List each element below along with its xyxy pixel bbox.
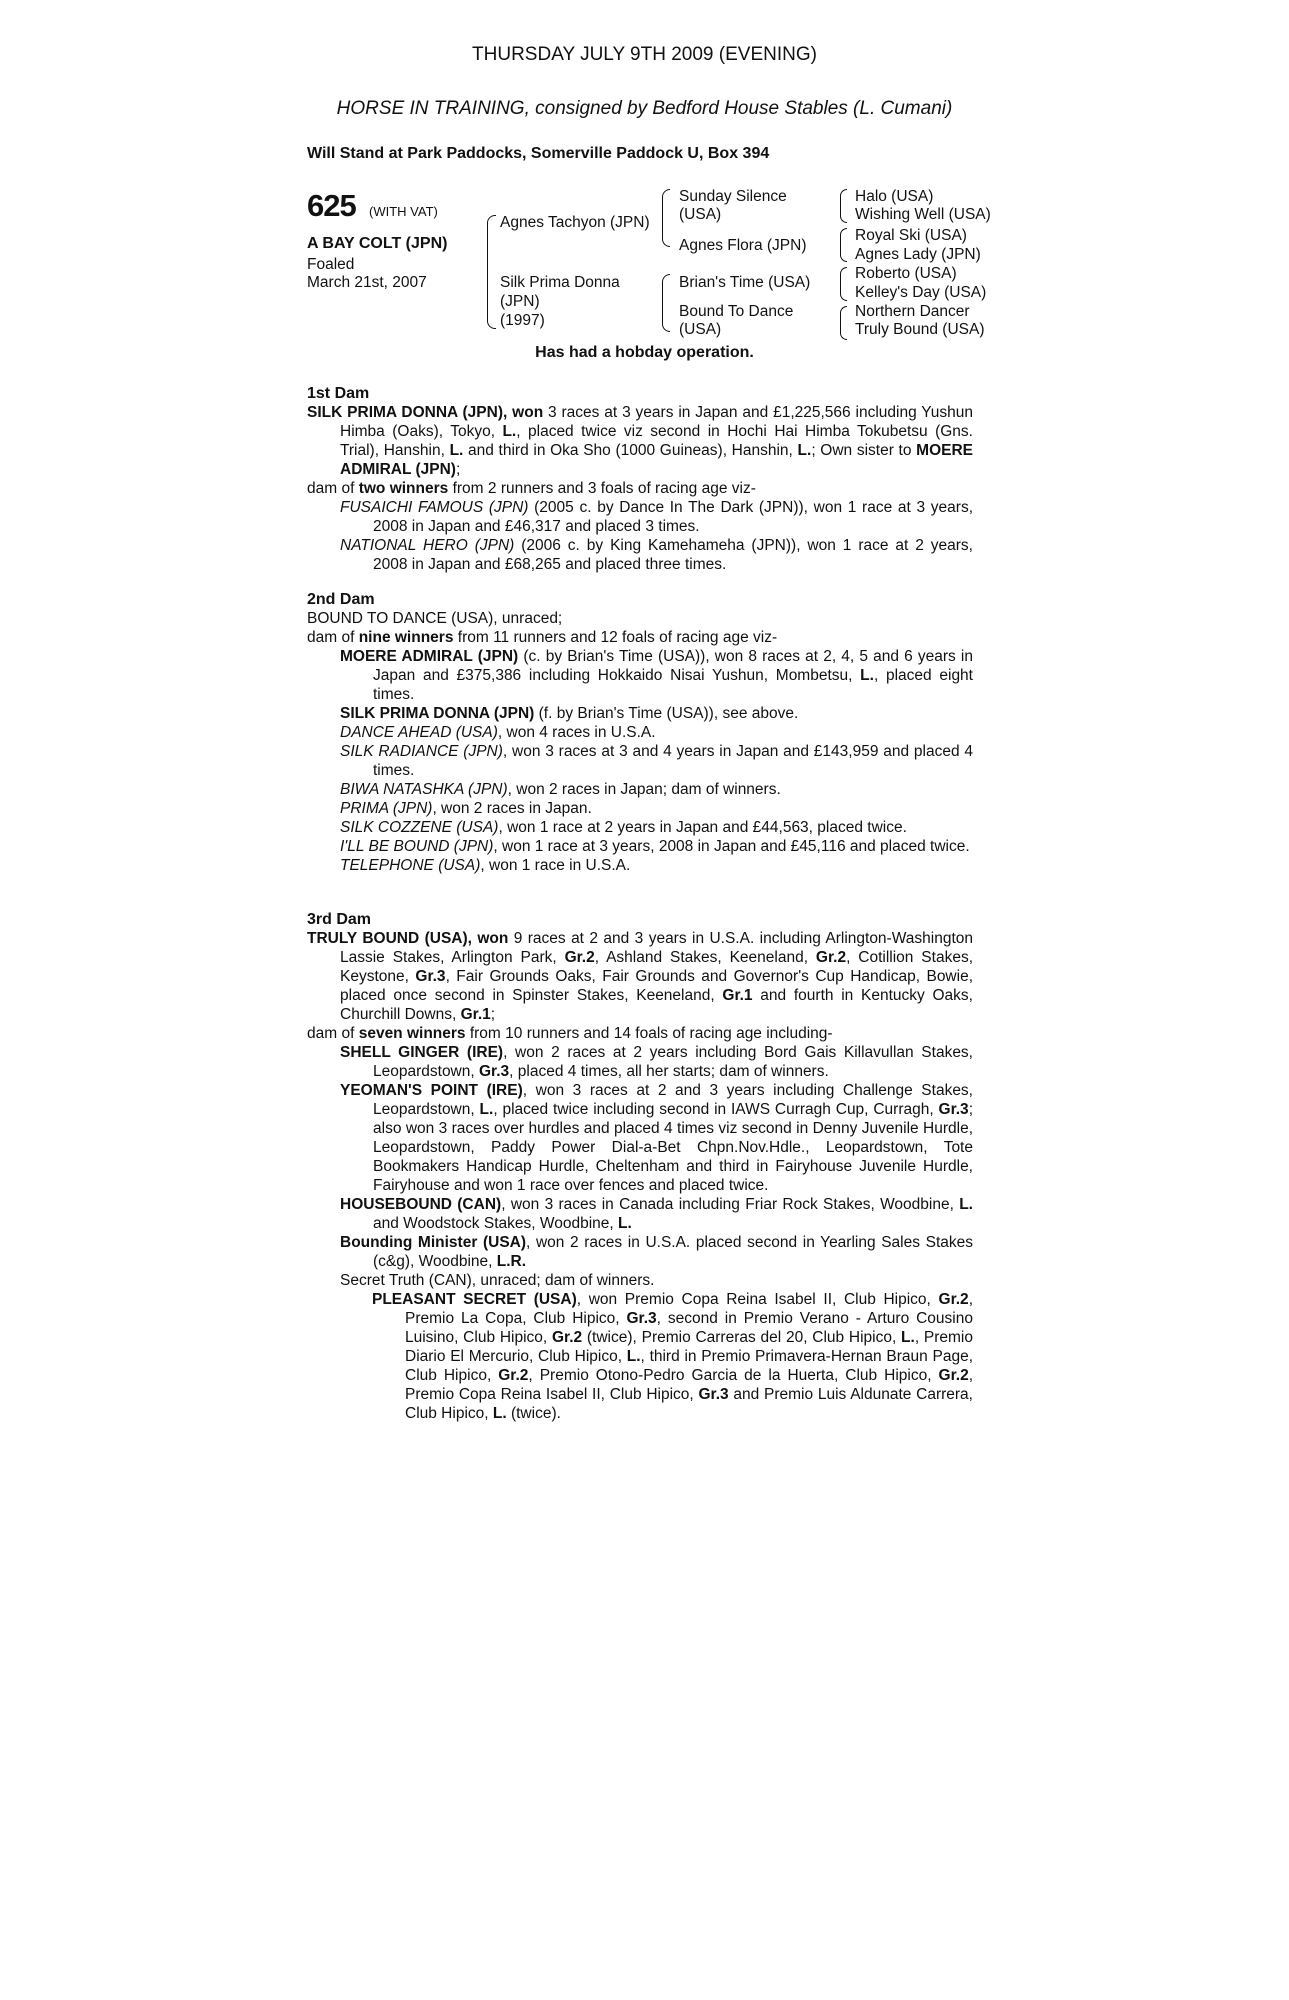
produce-text: , won 3 races in Canada including Friar Rock Stakes, Woodbine, [501, 1196, 960, 1213]
produce-name: MOERE ADMIRAL (JPN) [340, 648, 519, 665]
second-dam-section [307, 590, 973, 875]
first-dam-sister: MOERE ADMIRAL (JPN) [340, 442, 973, 478]
produce-text: (c. by Brian's Time (USA)), won 8 races at 2, 4, 5 and 6 years in Japan and £375,386 including Hokkaido Nisai Yushun, Mombetsu, [373, 648, 973, 684]
produce-entry [307, 837, 973, 856]
second-dam-record: BOUND TO DANCE (USA), unraced; [307, 610, 563, 627]
listed-mark: L. [479, 1101, 494, 1118]
produce-entry [307, 799, 973, 818]
produce-text: (twice). [506, 1405, 561, 1422]
pedigree-brace-g4 [840, 306, 847, 340]
group-mark: Gr.2 [498, 1367, 529, 1384]
produce-text: , Premio Diario El Mercurio, Club Hipico, [405, 1329, 973, 1365]
pedigree-gg6: Kelley's Day (USA) [855, 284, 987, 301]
listed-mark: L. [626, 1348, 641, 1365]
produce-text: (f. by Brian's Time (USA)), see above. [534, 705, 799, 722]
group-mark: Gr.2 [564, 949, 595, 966]
produce-name: YEOMAN'S POINT (IRE) [340, 1082, 523, 1099]
produce-text: , won 2 races in U.S.A. placed second in Yearling Sales Stakes (c&g), Woodbine, [373, 1234, 973, 1270]
group-mark: Gr.2 [938, 1291, 969, 1308]
produce-entry [307, 1290, 973, 1423]
first-dam-record [307, 403, 973, 479]
produce-text: , won 2 races in Japan; dam of winners. [507, 781, 781, 798]
produce-name: SHELL GINGER (IRE) [340, 1044, 504, 1061]
produce-entry [307, 704, 973, 723]
produce-entry [307, 1233, 973, 1271]
pedigree-brace-g2 [840, 228, 847, 262]
listed-mark: L. [449, 442, 464, 459]
produce-entry: Secret Truth (CAN), unraced; dam of winners. [340, 1272, 655, 1289]
third-dam-text: and fourth in Kentucky Oaks, Churchill Downs, [340, 987, 973, 1023]
third-dam-won: , won [467, 930, 509, 947]
produce-text: from 11 runners and 12 foals of racing age viz- [453, 629, 778, 646]
produce-text: , won 4 races in U.S.A. [497, 724, 656, 741]
produce-name: Bounding Minister (USA) [340, 1234, 527, 1251]
produce-text: and Premio Luis Aldunate Carrera, Club Hipico, [405, 1386, 973, 1422]
pedigree-brace-g3 [840, 267, 847, 301]
listed-mark: L.R. [496, 1253, 527, 1270]
third-dam-record [307, 929, 973, 1024]
produce-name: HOUSEBOUND (CAN) [340, 1196, 502, 1213]
group-mark: Gr.2 [551, 1329, 583, 1346]
produce-text: (twice), Premio Carreras del 20, Club Hipico, [582, 1329, 902, 1346]
pedigree-dam-year: (1997) [500, 312, 545, 329]
produce-text: , won 1 race in U.S.A. [480, 857, 631, 874]
produce-text: (2005 c. by Dance In The Dark (JPN)), won 1 race at 3 years, 2008 in Japan and £46,317 and placed 3 times. [373, 499, 973, 535]
winners-count: seven winners [358, 1025, 466, 1042]
produce-text: and Woodstock Stakes, Woodbine, [373, 1215, 618, 1232]
first-dam-text-e: ; [455, 461, 461, 478]
produce-entry [307, 723, 973, 742]
produce-text: dam of [307, 629, 359, 646]
produce-entry [307, 536, 973, 574]
sale-date: THURSDAY JULY 9TH 2009 (EVENING) [472, 44, 817, 65]
produce-text: (2006 c. by King Kamehameha (JPN)), won 1 race at 2 years, 2008 in Japan and £68,265 and placed three times. [373, 537, 973, 573]
listed-mark: L. [901, 1329, 915, 1346]
pedigree-gg5: Roberto (USA) [855, 265, 957, 282]
produce-entry [307, 856, 973, 875]
pedigree-gg3: Royal Ski (USA) [855, 227, 967, 244]
third-dam-text: , Ashland Stakes, Keeneland, [594, 949, 816, 966]
pedigree-brace-g1 [840, 189, 847, 223]
produce-name: PLEASANT SECRET (USA) [372, 1291, 577, 1308]
produce-name: SILK RADIANCE (JPN) [340, 743, 503, 760]
produce-text: , won 1 race at 2 years in Japan and £44,563, placed twice. [498, 819, 907, 836]
produce-name: PRIMA (JPN) [340, 800, 433, 817]
pedigree-gg7: Northern Dancer [855, 303, 970, 320]
winners-count: nine winners [358, 629, 454, 646]
produce-entry [307, 1043, 973, 1081]
listed-mark: L. [860, 667, 874, 684]
lot-number: 625 [307, 188, 356, 223]
group-mark: Gr.1 [722, 987, 753, 1004]
pedigree-sire-sire-country: (USA) [679, 206, 722, 223]
produce-name: NATIONAL HERO (JPN) [340, 537, 515, 554]
consignment-line: HORSE IN TRAINING, consigned by Bedford House Stables (L. Cumani) [336, 98, 953, 119]
produce-text: from 10 runners and 14 foals of racing age including- [465, 1025, 833, 1042]
pedigree-sire-dam: Agnes Flora (JPN) [679, 237, 807, 254]
produce-text: , third in Premio Primavera-Hernan Braun Page, Club Hipico, [405, 1348, 973, 1384]
foaled-label: Foaled [307, 256, 355, 273]
foaled-date: March 21st, 2007 [307, 274, 427, 291]
hobday-note: Has had a hobday operation. [535, 344, 754, 361]
produce-text: , second in Premio Verano - Arturo Cousino Luisino, Club Hipico, [405, 1310, 973, 1346]
produce-text: from 2 runners and 3 foals of racing age viz- [448, 480, 756, 497]
produce-text: , won 2 races at 2 years including Bord Gais Killavullan Stakes, Leopardstown, [373, 1044, 973, 1080]
third-dam-title: 3rd Dam [307, 911, 372, 928]
group-mark: Gr.2 [815, 949, 847, 966]
first-dam-won: , won [503, 404, 544, 421]
second-dam-title: 2nd Dam [307, 591, 375, 608]
produce-name: SILK PRIMA DONNA (JPN) [340, 705, 535, 722]
produce-entry [307, 742, 973, 780]
pedigree-sire: Agnes Tachyon (JPN) [500, 214, 650, 231]
group-mark: Gr.3 [626, 1310, 657, 1327]
pedigree-dam-dam: Bound To Dance [679, 303, 794, 320]
produce-name: I'LL BE BOUND (JPN) [340, 838, 494, 855]
third-dam-text: , Cotillion Stakes, Keystone, [340, 949, 973, 985]
produce-entry [307, 1081, 973, 1195]
produce-text: , won Premio Copa Reina Isabel II, Club Hipico, [576, 1291, 939, 1308]
first-dam-text-a: 3 races at 3 years in Japan and £1,225,566 including Yushun Himba (Oaks), Tokyo, [340, 404, 973, 440]
produce-text: dam of [307, 1025, 359, 1042]
vat-note: (WITH VAT) [369, 204, 438, 219]
produce-text: ; also won 3 races over hurdles and placed 4 times viz second in Denny Juvenile Hurdle, Leopardstown, Paddy Power Dial-a-Bet Chpn.Nov.Hdle., Leopardstown, Tote Bookmakers Handicap Hurdle, Cheltenham and third in Fairyhouse Juvenile Hurdle, Fairyhouse and won 1 race over fences and placed twice. [373, 1101, 973, 1194]
produce-text: , placed twice including second in IAWS Curragh Cup, Curragh, [493, 1101, 939, 1118]
produce-entry [307, 818, 973, 837]
pedigree-brace-main [487, 215, 496, 329]
produce-name: DANCE AHEAD (USA) [340, 724, 498, 741]
produce-entry [307, 498, 973, 536]
pedigree-brace-sire [662, 189, 670, 247]
group-mark: Gr.1 [460, 1006, 491, 1023]
pedigree-gg8: Truly Bound (USA) [855, 321, 985, 338]
group-mark: Gr.3 [938, 1101, 969, 1118]
produce-text: , Premio La Copa, Club Hipico, [405, 1291, 973, 1327]
pedigree-dam-country: (JPN) [500, 293, 540, 310]
listed-mark: L. [618, 1215, 632, 1232]
stand-location: Will Stand at Park Paddocks, Somerville Paddock U, Box 394 [307, 145, 770, 162]
produce-text: , Premio Copa Reina Isabel II, Club Hipico, [405, 1367, 974, 1403]
pedigree-sire-sire: Sunday Silence [679, 188, 787, 205]
second-dam-produce-summary [307, 628, 973, 647]
listed-mark: L. [959, 1196, 973, 1213]
listed-mark: L. [502, 423, 517, 440]
lot-title: A BAY COLT (JPN) [307, 235, 448, 252]
winners-count: two winners [358, 480, 449, 497]
pedigree-gg4: Agnes Lady (JPN) [855, 246, 981, 263]
produce-text: , placed 4 times, all her starts; dam of winners. [509, 1063, 829, 1080]
produce-entry [307, 1195, 973, 1233]
pedigree-dam: Silk Prima Donna [500, 274, 620, 291]
produce-name: SILK COZZENE (USA) [340, 819, 499, 836]
produce-name: BIWA NATASHKA (JPN) [340, 781, 508, 798]
produce-text: , placed eight times. [373, 667, 973, 703]
first-dam-title: 1st Dam [307, 385, 370, 402]
produce-text: , Premio Otono-Pedro Garcia de la Huerta, Club Hipico, [528, 1367, 939, 1384]
third-dam-section [307, 910, 973, 1423]
third-dam-text: ; [490, 1006, 496, 1023]
third-dam-name: TRULY BOUND (USA) [307, 930, 468, 947]
group-mark: Gr.3 [698, 1386, 729, 1403]
pedigree-dam-dam-country: (USA) [679, 321, 722, 338]
produce-name: FUSAICHI FAMOUS (JPN) [340, 499, 529, 516]
produce-entry [307, 780, 973, 799]
produce-text: dam of [307, 480, 359, 497]
first-dam-text-d: ; Own sister to [811, 442, 917, 459]
pedigree-dam-sire: Brian's Time (USA) [679, 274, 811, 291]
first-dam-produce-summary [307, 479, 973, 498]
produce-name: TELEPHONE (USA) [340, 857, 481, 874]
third-dam-produce-summary [307, 1024, 973, 1043]
produce-text: , won 1 race at 3 years, 2008 in Japan and £45,116 and placed twice. [493, 838, 970, 855]
listed-mark: L. [492, 1405, 507, 1422]
pedigree-brace-dam [662, 274, 670, 332]
group-mark: Gr.3 [415, 968, 446, 985]
produce-text: , won 2 races in Japan. [432, 800, 592, 817]
first-dam-name: SILK PRIMA DONNA (JPN) [307, 404, 503, 421]
listed-mark: L. [797, 442, 812, 459]
first-dam-text-c: and third in Oka Sho (1000 Guineas), Hanshin, [463, 442, 798, 459]
produce-text: , won 3 races at 2 and 3 years including Challenge Stakes, Leopardstown, [373, 1082, 973, 1118]
first-dam-text-b: , placed twice viz second in Hochi Hai Himba Tokubetsu (Gns. Trial), Hanshin, [340, 423, 973, 459]
pedigree-gg2: Wishing Well (USA) [855, 206, 991, 223]
group-mark: Gr.3 [479, 1063, 510, 1080]
third-dam-text: , Fair Grounds Oaks, Fair Grounds and Governor's Cup Handicap, Bowie, placed once second in Spinster Stakes, Keeneland, [340, 968, 973, 1004]
third-dam-text: 9 races at 2 and 3 years in U.S.A. including Arlington-Washington Lassie Stakes, Arlington Park, [340, 930, 973, 966]
produce-entry [307, 647, 973, 704]
first-dam-section [307, 384, 973, 574]
pedigree-gg1: Halo (USA) [855, 188, 934, 205]
group-mark: Gr.2 [938, 1367, 969, 1384]
produce-text: , won 3 races at 3 and 4 years in Japan and £143,959 and placed 4 times. [373, 743, 973, 779]
